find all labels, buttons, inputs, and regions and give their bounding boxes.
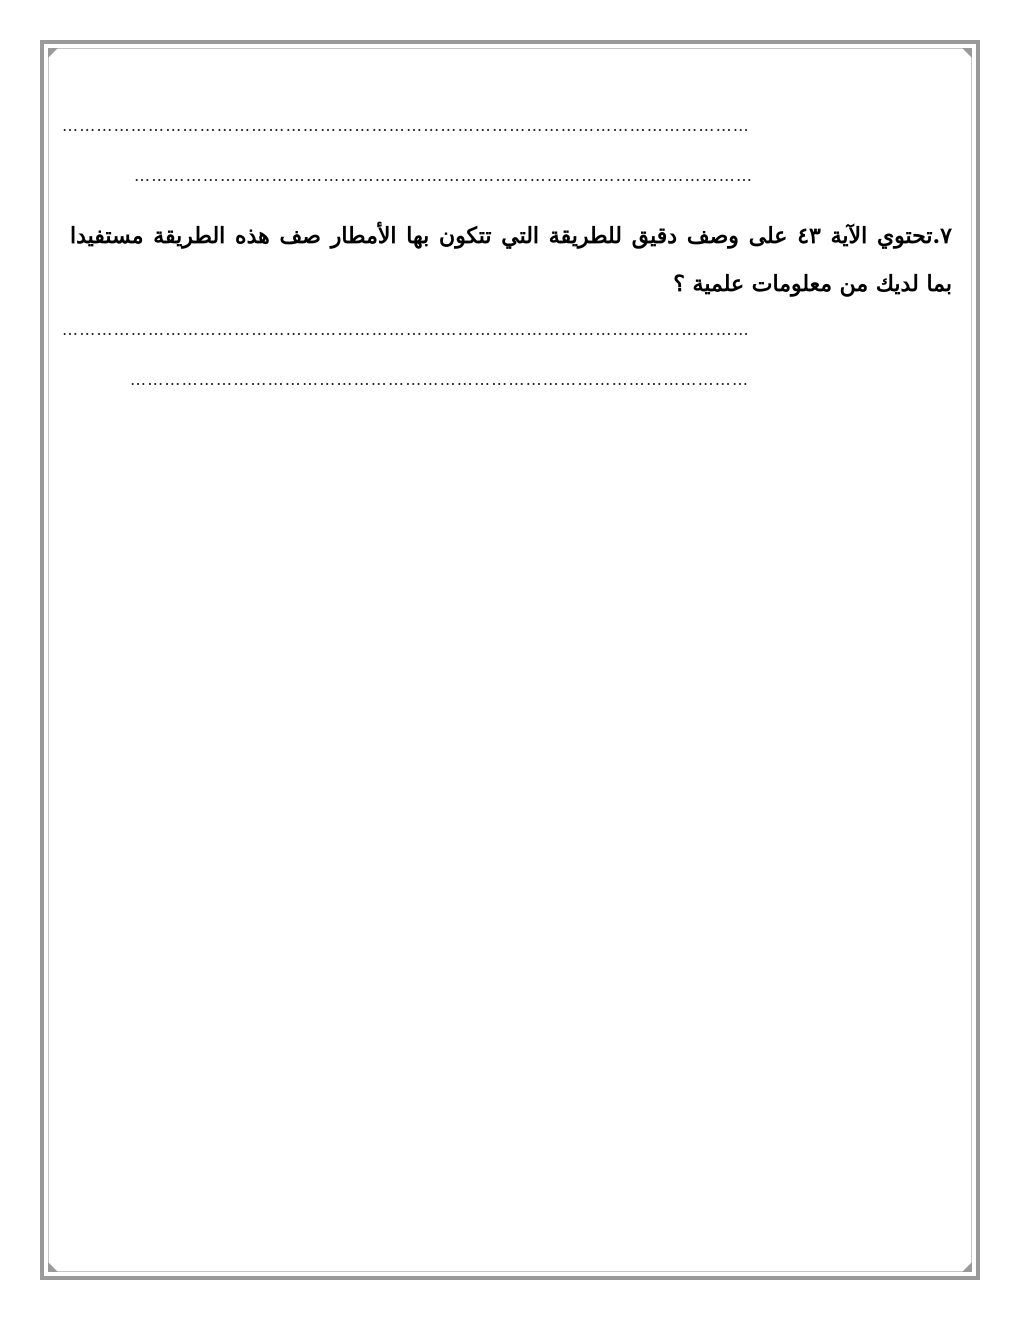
border-corner-bottom-left [48,1262,58,1272]
border-corner-top-left [48,48,58,58]
answer-line-1: ………………………………………………………………………………………………………… [62,116,750,135]
answer-line-3: ………………………………………………………………………………………………………… [62,320,750,339]
answer-line-4: ……………………………………………………………………………………………… [130,370,750,389]
answer-line-2: ……………………………………………………………………………………………… [134,166,754,185]
border-corner-top-right [962,48,972,58]
question-7-text: ٧.تحتوي الآية ٤٣ على وصف دقيق للطريقة التي تتكون بها الأمطار صف هذه الطريقة مستفيدا بما لديك من معلومات علمية ؟ [70,223,952,297]
border-corner-bottom-right [962,1262,972,1272]
